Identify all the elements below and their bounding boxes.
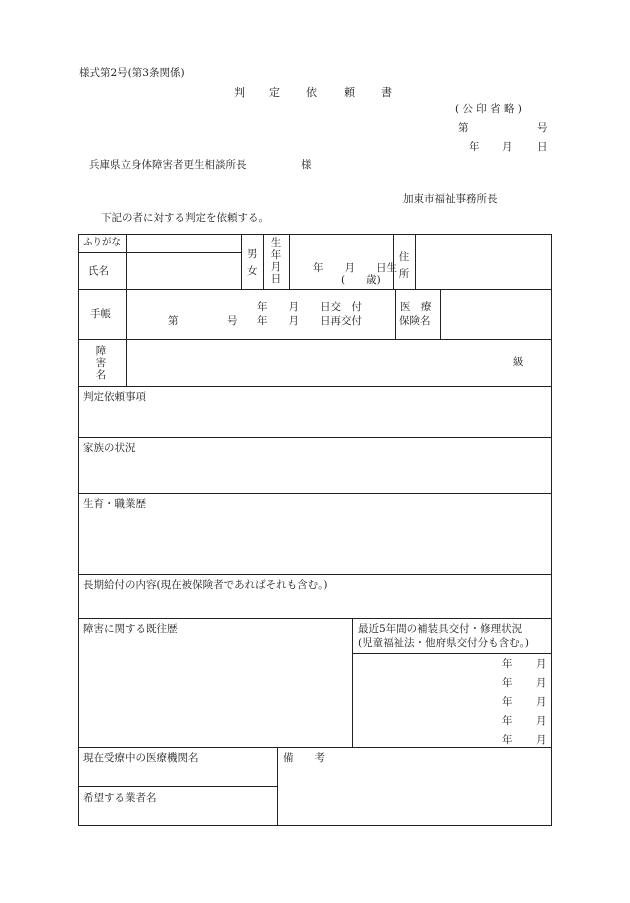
remarks-label: 備 考: [283, 752, 325, 764]
address-label: 住所: [398, 251, 410, 280]
equipment-month: 月: [536, 658, 547, 670]
birth-date-fields: 年 月 日生: [313, 262, 397, 274]
medical-insurance-label: 保険名: [399, 315, 431, 327]
equipment-year: 年: [502, 658, 513, 670]
document-number-suffix: 号: [537, 122, 548, 134]
date-year: 年: [469, 141, 480, 153]
preferred-vendor-label: 希望する業者名: [83, 792, 157, 804]
family-status-label: 家族の状況: [83, 442, 136, 454]
equipment-status-title: 最近5年間の補装具交付・修理状況: [358, 623, 523, 635]
disability-name-label: 障害名: [95, 345, 107, 382]
sender: 加東市福祉事務所長: [403, 193, 498, 205]
equipment-month: 月: [536, 715, 547, 727]
name-label: 氏名: [88, 265, 109, 277]
equipment-status-note: (児童福祉法・他府県交付分も含む。): [358, 637, 529, 649]
techo-label: 手帳: [90, 308, 111, 320]
techo-issued: 年 月 日交 付: [257, 301, 362, 313]
title-char: 頼: [344, 86, 355, 99]
techo-number-prefix: 第: [168, 315, 179, 327]
equipment-year: 年: [502, 696, 513, 708]
title-char: 依: [306, 86, 317, 99]
career-history-label: 生育・職業歴: [83, 498, 146, 510]
long-term-benefits-label: 長期給付の内容(現在被保険者であればそれも含む。): [83, 579, 328, 591]
equipment-year: 年: [502, 734, 513, 746]
title-char: 書: [381, 86, 392, 99]
title-char: 判: [234, 86, 245, 99]
equipment-year: 年: [502, 715, 513, 727]
disability-grade: 級: [513, 356, 524, 368]
medical-insurance-label: 医 療: [400, 301, 432, 313]
intro-text: 下記の者に対する判定を依頼する。: [101, 212, 269, 224]
techo-reissued: 年 月 日再交付: [257, 315, 362, 327]
recipient: 兵庫県立身体障害者更生相談所長: [89, 159, 247, 171]
document-number-prefix: 第: [458, 122, 469, 134]
birth-date-label: 生年月日: [270, 237, 282, 286]
date-month: 月: [502, 141, 513, 153]
sex-female: 女: [247, 265, 258, 277]
age-field: ( 歳): [341, 274, 381, 286]
equipment-month: 月: [536, 696, 547, 708]
furigana-label: ふりがな: [83, 237, 122, 248]
request-items-label: 判定依頼事項: [83, 391, 146, 403]
recipient-honorific: 様: [301, 159, 312, 171]
sex-male: 男: [247, 248, 258, 260]
form-number: 様式第2号(第3条関係): [79, 67, 185, 79]
seal-omitted-note: ( 公 印 省 略 ): [455, 103, 522, 115]
title-char: 定: [269, 86, 280, 99]
date-day: 日: [537, 141, 548, 153]
equipment-month: 月: [536, 734, 547, 746]
equipment-year: 年: [502, 677, 513, 689]
equipment-month: 月: [536, 677, 547, 689]
techo-number-suffix: 号: [227, 315, 238, 327]
medical-history-label: 障害に関する既往歴: [83, 623, 178, 635]
current-medical-institution-label: 現在受療中の医療機関名: [83, 752, 199, 764]
